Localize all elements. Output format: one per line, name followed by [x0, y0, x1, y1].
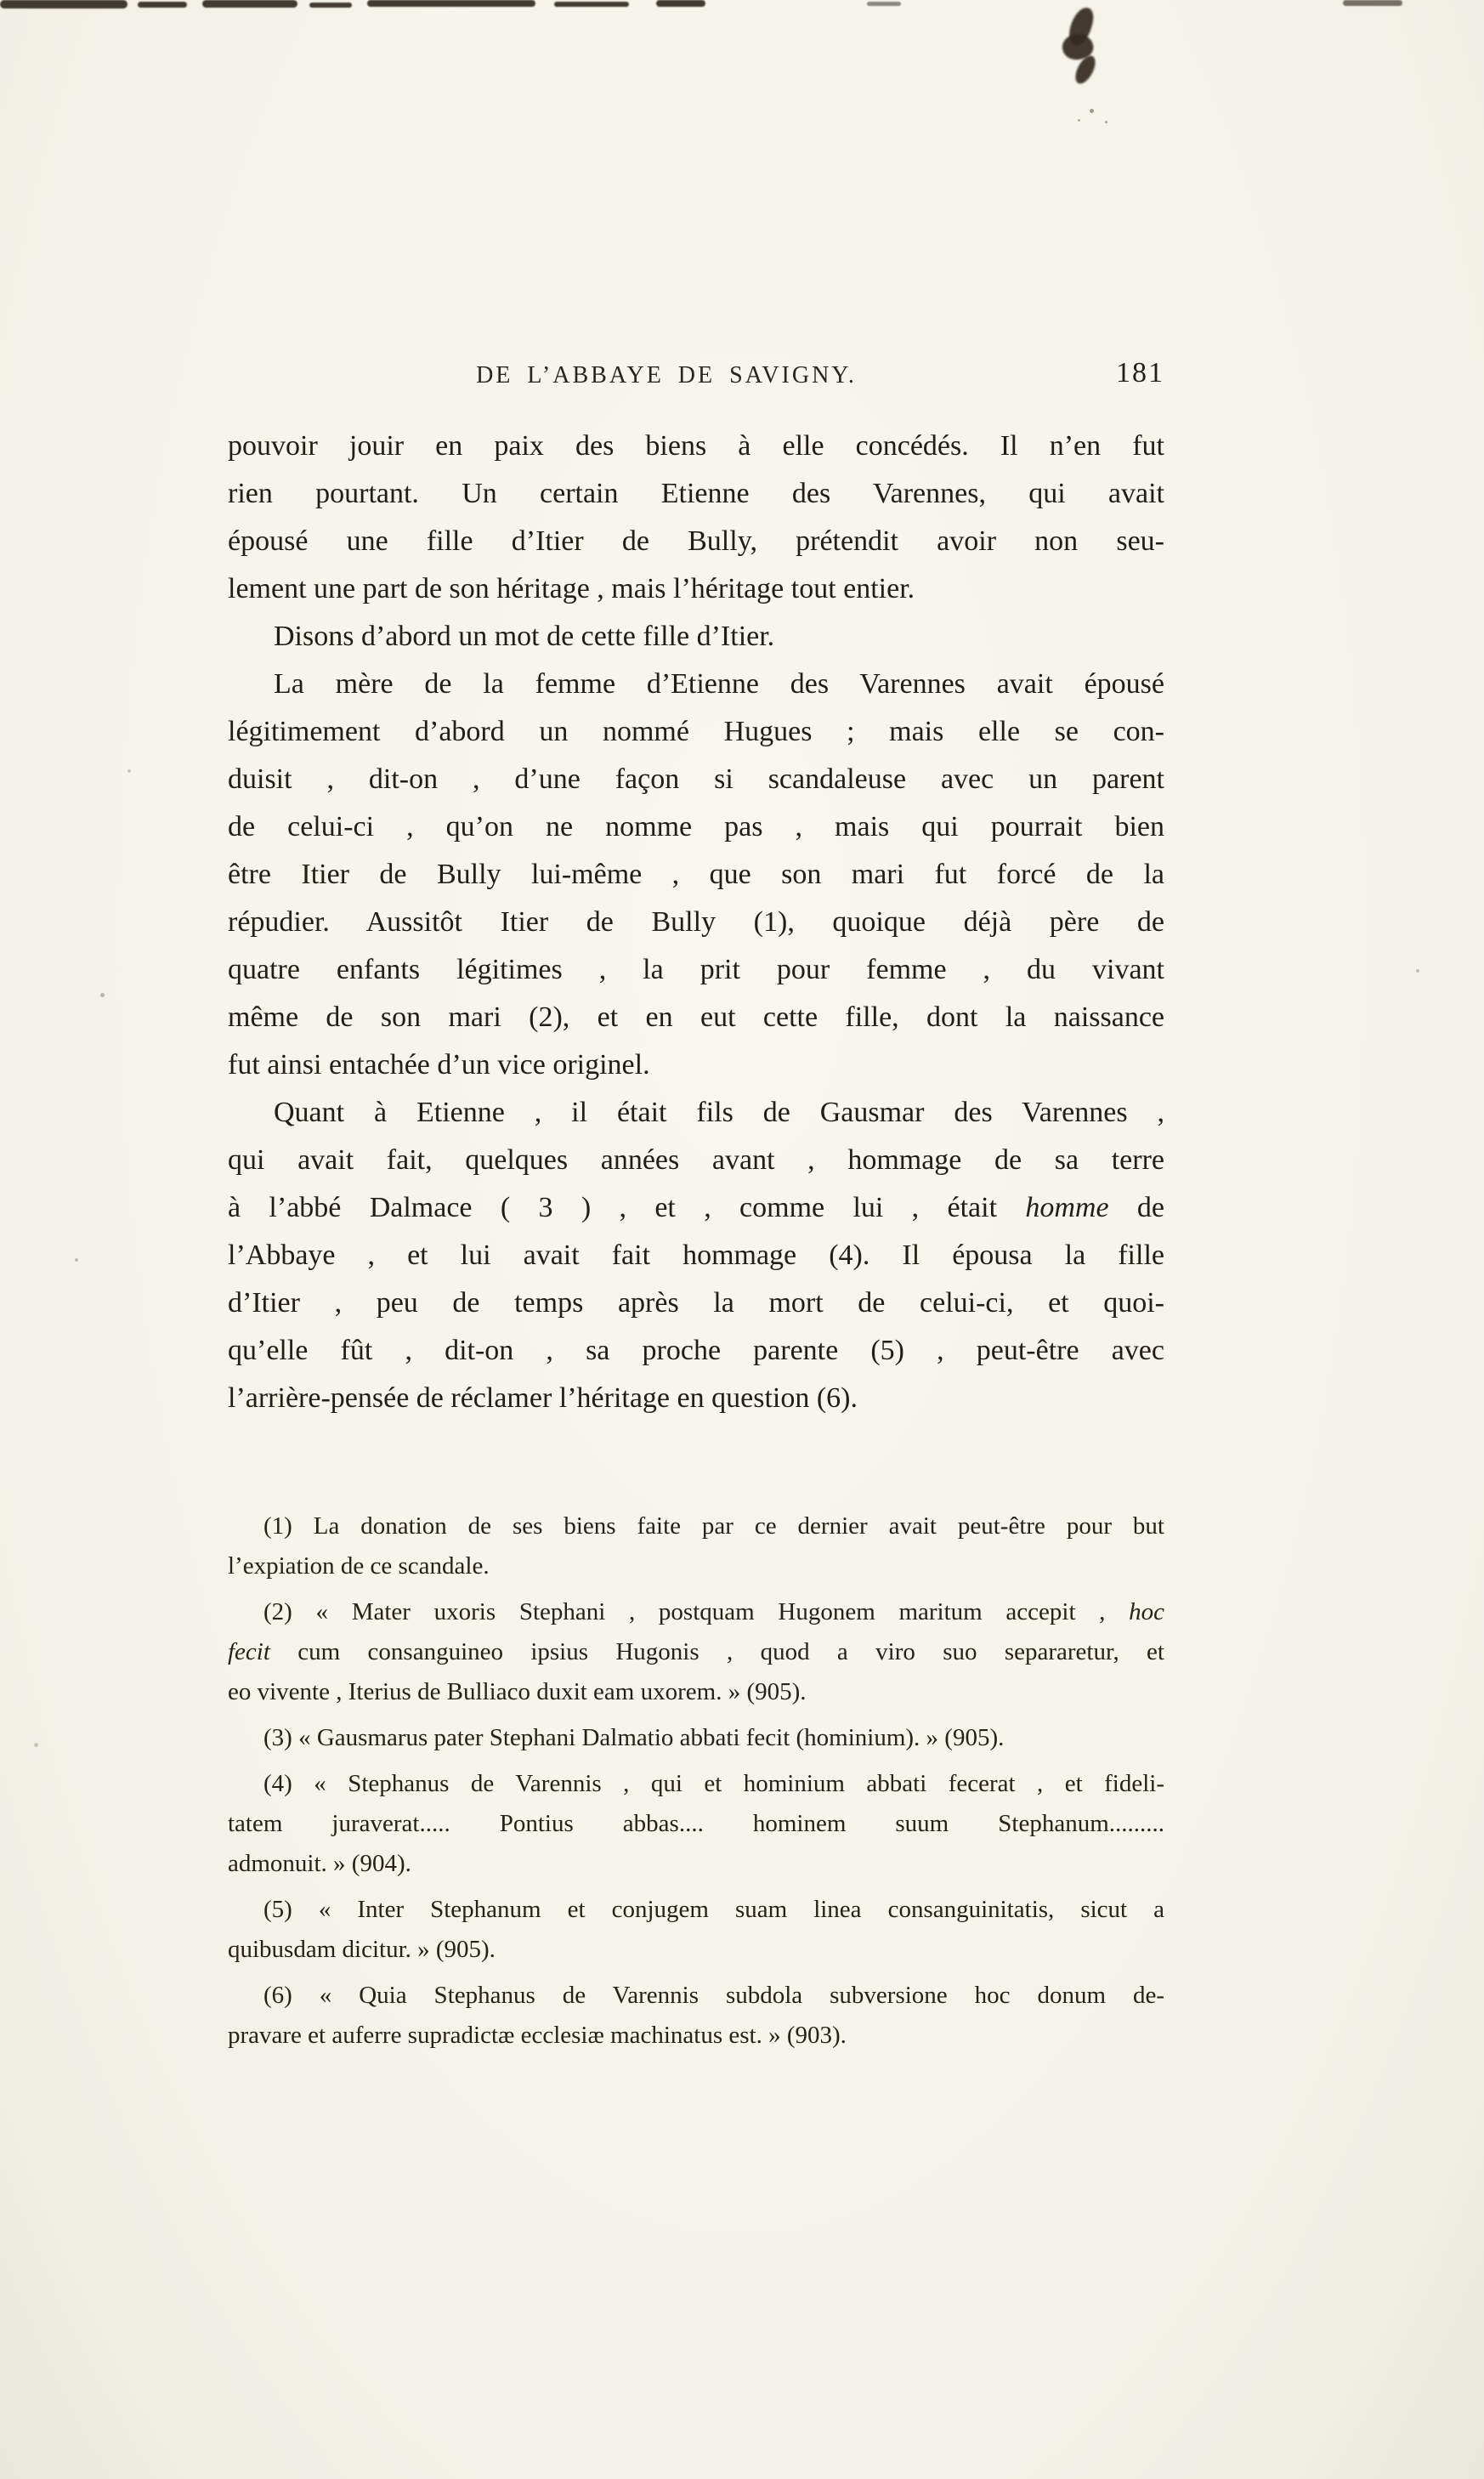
text-line: [228, 994, 1164, 1041]
scan-speck: [1105, 121, 1107, 123]
text-segment: même de son mari (2), et en eut cette fille, dont la naissance: [228, 1001, 1164, 1033]
text-line: [228, 1764, 1164, 1804]
text-segment: pravare et auferre supradictæ ecclesiæ machinatus est. » (903).: [228, 2022, 847, 2049]
text-segment: répudier. Aussitôt Itier de Bully (1), quoique déjà père de: [228, 906, 1164, 938]
text-segment: fut ainsi entachée d’un vice originel.: [228, 1049, 650, 1081]
footnote: [228, 1718, 1164, 1758]
scan-artifact: [1343, 0, 1402, 6]
text-segment: rien pourtant. Un certain Etienne des Varennes, qui avait: [228, 478, 1164, 509]
italic-text: hoc: [1129, 1598, 1164, 1625]
italic-text: fecit: [228, 1638, 270, 1665]
text-line: [228, 1506, 1164, 1546]
text-segment: lement une part de son héritage , mais l’héritage tout entier.: [228, 573, 915, 604]
paragraph: [228, 423, 1164, 613]
text-line: [228, 661, 1164, 708]
footnote: [228, 1592, 1164, 1712]
text-line: [228, 1546, 1164, 1586]
text-line: [228, 1137, 1164, 1184]
text-segment: quatre enfants légitimes , la prit pour femme , du vivant: [228, 954, 1164, 985]
text-segment: (6) « Quia Stephanus de Varennis subdola subversione hoc donum de-: [263, 1982, 1164, 2009]
text-line: [228, 1930, 1164, 1970]
scan-artifact: [0, 0, 127, 9]
text-segment: l’expiation de ce scandale.: [228, 1552, 490, 1580]
ink-blot: [1057, 5, 1105, 90]
paragraph: [228, 661, 1164, 1089]
text-line: [228, 1890, 1164, 1930]
text-segment: duisit , dit-on , d’une façon si scandaleuse avec un parent: [228, 763, 1164, 795]
text-line: [228, 1184, 1164, 1232]
text-segment: Disons d’abord un mot de cette fille d’Itier.: [274, 621, 775, 652]
text-segment: épousé une fille d’Itier de Bully, prétendit avoir non seu-: [228, 525, 1164, 557]
text-line: [228, 1672, 1164, 1712]
scan-artifact: [309, 3, 352, 8]
text-segment: admonuit. » (904).: [228, 1850, 411, 1877]
text-line: [228, 899, 1164, 946]
text-segment: pouvoir jouir en paix des biens à elle concédés. Il n’en fut: [228, 430, 1164, 462]
italic-text: homme: [1025, 1192, 1109, 1223]
text-line: [228, 613, 1164, 661]
text-segment: (2) « Mater uxoris Stephani , postquam Hugonem maritum accepit ,: [263, 1598, 1130, 1625]
text-line: [228, 1327, 1164, 1375]
text-segment: (4) « Stephanus de Varennis , qui et hominium abbati fecerat , et fideli-: [263, 1770, 1164, 1797]
text-line: [228, 708, 1164, 756]
text-line: [228, 1804, 1164, 1844]
footnote: [228, 1976, 1164, 2056]
text-segment: d’Itier , peu de temps après la mort de celui-ci, et quoi-: [228, 1287, 1164, 1319]
text-line: [228, 1232, 1164, 1279]
text-segment: de celui-ci , qu’on ne nomme pas , mais qui pourrait bien: [228, 811, 1164, 842]
text-line: [228, 565, 1164, 613]
text-line: [228, 1976, 1164, 2016]
text-segment: (3) « Gausmarus pater Stephani Dalmatio abbati fecit (hominium). » (905).: [263, 1724, 1005, 1751]
paragraph: [228, 613, 1164, 661]
text-segment: de: [1108, 1192, 1164, 1223]
text-segment: légitimement d’abord un nommé Hugues ; mais elle se con-: [228, 716, 1164, 747]
text-line: [228, 518, 1164, 565]
scan-artifact: [367, 0, 535, 7]
text-line: [228, 1375, 1164, 1422]
scan-speck: [1090, 109, 1094, 113]
text-line: [228, 803, 1164, 851]
running-head: [228, 357, 1164, 406]
body-text: [228, 423, 1164, 1422]
scan-artifact: [656, 0, 705, 7]
footnote: [228, 1764, 1164, 1884]
text-segment: l’Abbaye , et lui avait fait hommage (4). Il épousa la fille: [228, 1240, 1164, 1271]
text-line: [228, 1632, 1164, 1672]
text-line: [228, 423, 1164, 470]
text-segment: quibusdam dicitur. » (905).: [228, 1936, 496, 1963]
text-segment: (5) « Inter Stephanum et conjugem suam linea consanguinitatis, sicut a: [263, 1896, 1164, 1923]
text-segment: tatem juraverat..... Pontius abbas.... hominem suum Stephanum.........: [228, 1810, 1164, 1837]
text-line: [228, 946, 1164, 994]
text-line: [228, 1844, 1164, 1884]
footnote: [228, 1506, 1164, 1586]
text-line: [228, 1718, 1164, 1758]
scan-speck: [127, 769, 131, 773]
footnotes: [228, 1506, 1164, 2062]
text-line: [228, 1089, 1164, 1137]
page-number: 181: [1116, 357, 1164, 389]
text-segment: La mère de la femme d’Etienne des Varennes avait épousé: [274, 668, 1164, 700]
text-segment: eo vivente , Iterius de Bulliaco duxit eam uxorem. » (905).: [228, 1678, 807, 1705]
scan-artifact: [867, 2, 901, 6]
text-line: [228, 1592, 1164, 1632]
text-segment: Quant à Etienne , il était fils de Gausmar des Varennes ,: [274, 1097, 1164, 1128]
text-line: [228, 756, 1164, 803]
text-segment: qu’elle fût , dit-on , sa proche parente (5) , peut-être avec: [228, 1335, 1164, 1366]
text-segment: être Itier de Bully lui-même , que son mari fut forcé de la: [228, 859, 1164, 890]
scan-speck: [100, 993, 105, 997]
text-segment: qui avait fait, quelques années avant , hommage de sa terre: [228, 1144, 1164, 1176]
text-segment: (1) La donation de ses biens faite par ce dernier avait peut-être pour but: [263, 1512, 1164, 1540]
scan-artifact: [202, 0, 297, 8]
scan-speck: [34, 1743, 38, 1747]
footnote: [228, 1890, 1164, 1970]
text-segment: l’arrière-pensée de réclamer l’héritage en question (6).: [228, 1382, 858, 1414]
text-line: [228, 470, 1164, 518]
running-head-title: DE L’ABBAYE DE SAVIGNY.: [476, 362, 857, 389]
scan-speck: [1078, 119, 1080, 122]
text-line: [228, 851, 1164, 899]
text-line: [228, 2016, 1164, 2056]
text-line: [228, 1041, 1164, 1089]
scan-artifact: [554, 2, 629, 7]
text-segment: à l’abbé Dalmace ( 3 ) , et , comme lui , était: [228, 1192, 1026, 1223]
scan-artifact: [138, 2, 187, 8]
scan-speck: [75, 1258, 78, 1262]
paragraph: [228, 1089, 1164, 1422]
scan-speck: [1416, 969, 1419, 973]
text-segment: cum consanguineo ipsius Hugonis , quod a viro suo separaretur, et: [269, 1638, 1164, 1665]
text-line: [228, 1279, 1164, 1327]
